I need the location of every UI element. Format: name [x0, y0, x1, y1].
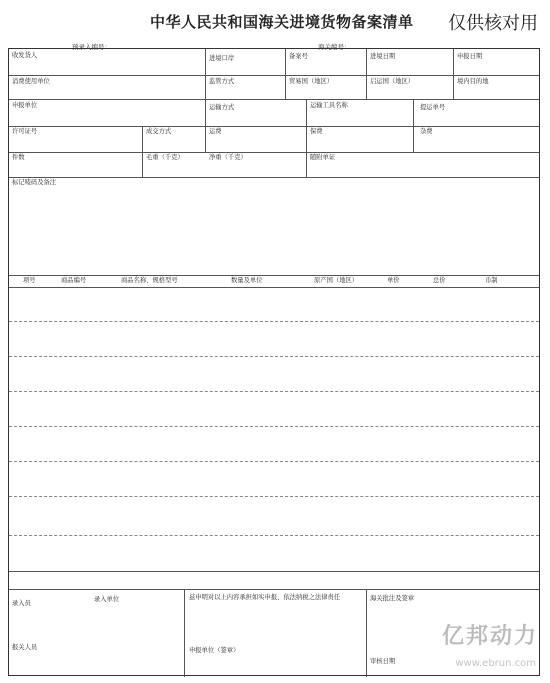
col-divider [453, 49, 454, 99]
transaction-mode-label: 成交方式 [146, 128, 172, 135]
verification-stamp: 仅供核对用 [448, 13, 538, 34]
row-divider [9, 177, 539, 178]
row-divider [9, 126, 539, 127]
declaration-form [8, 48, 540, 676]
goods-line [9, 356, 539, 357]
url-watermark: www.ebrun.com [455, 658, 536, 669]
goods-col-origin-country: 原产国（地区） [314, 277, 359, 284]
col-divider [366, 589, 367, 677]
goods-col-name-spec: 商品名称、规格型号 [121, 277, 178, 284]
row-divider [9, 152, 539, 153]
marks-remarks-label: 标记唛码及备注 [12, 179, 57, 186]
row-divider [9, 99, 539, 100]
goods-col-item-no: 项号 [23, 277, 36, 284]
vehicle-name-label: 运输工具名称 [310, 102, 348, 109]
entry-port-label: 进境口岸 [209, 55, 235, 62]
row-divider [9, 75, 539, 76]
goods-col-currency: 币制 [485, 277, 498, 284]
review-date-label: 审核日期 [370, 658, 396, 665]
freight-label: 运费 [209, 128, 222, 135]
attached-documents-label: 随附单证 [310, 154, 336, 161]
misc-fee-label: 杂费 [420, 128, 433, 135]
brand-watermark: 亿邦动力 [441, 624, 538, 649]
customs-approval-label: 海关批注及签章 [370, 595, 415, 602]
col-divider [205, 99, 206, 152]
footer-divider [9, 589, 539, 590]
col-divider [285, 49, 286, 99]
goods-header-divider [9, 287, 539, 288]
goods-line [9, 461, 539, 462]
pre-entry-no-label: 预录入编号： [72, 43, 111, 51]
goods-table-top [9, 275, 539, 276]
col-divider [366, 49, 367, 99]
trade-country-label: 贸易国（地区） [289, 78, 334, 85]
goods-line [9, 426, 539, 427]
record-no-label: 备案号 [289, 53, 308, 60]
consumer-unit-label: 消费使用单位 [12, 78, 50, 85]
packages-label: 件数 [12, 154, 25, 161]
consignee-label: 收发货人 [12, 52, 38, 59]
goods-col-total-price: 总价 [433, 277, 446, 284]
entry-unit-label: 录入单位 [94, 596, 120, 603]
declarant-label: 报关人员 [12, 644, 38, 651]
col-divider [413, 99, 414, 126]
col-divider [142, 126, 143, 177]
insurance-label: 保费 [310, 128, 323, 135]
footer-divider [9, 571, 539, 572]
transport-mode-label: 运输方式 [209, 104, 235, 111]
goods-line [9, 535, 539, 536]
net-weight-label: 净重（千克） [209, 154, 247, 161]
goods-line [9, 496, 539, 497]
customs-no-label: 海关编号： [318, 43, 351, 51]
declaration-date-label: 申报日期 [457, 53, 483, 60]
domestic-destination-label: 境内目的地 [457, 78, 489, 85]
legal-declaration-text: 兹申明对以上内容承担如实申报、依法纳税之法律责任 [189, 594, 341, 601]
goods-line [9, 321, 539, 322]
col-divider [413, 126, 414, 152]
goods-col-unit-price: 单价 [387, 277, 400, 284]
entry-clerk-label: 录入员 [12, 600, 31, 607]
declaring-unit-label: 申报单位 [12, 102, 38, 109]
col-divider [205, 49, 206, 99]
entry-date-label: 进境日期 [370, 53, 396, 60]
supervision-mode-label: 监管方式 [209, 78, 235, 85]
col-divider [184, 589, 185, 677]
bill-of-lading-label: 提运单号 [420, 104, 446, 111]
goods-col-quantity-unit: 数量及单位 [231, 277, 263, 284]
license-no-label: 许可证号 [12, 128, 38, 135]
col-divider [306, 99, 307, 126]
form-title: 中华人民共和国海关进境货物备案清单 [150, 13, 414, 31]
goods-col-commodity-code: 商品编号 [61, 277, 87, 284]
gross-weight-label: 毛重（千克） [146, 154, 184, 161]
declaring-unit-seal-label: 申报单位（签章） [189, 647, 240, 654]
goods-line [9, 391, 539, 392]
col-divider [306, 126, 307, 177]
departure-country-label: 启运国（地区） [370, 78, 415, 85]
